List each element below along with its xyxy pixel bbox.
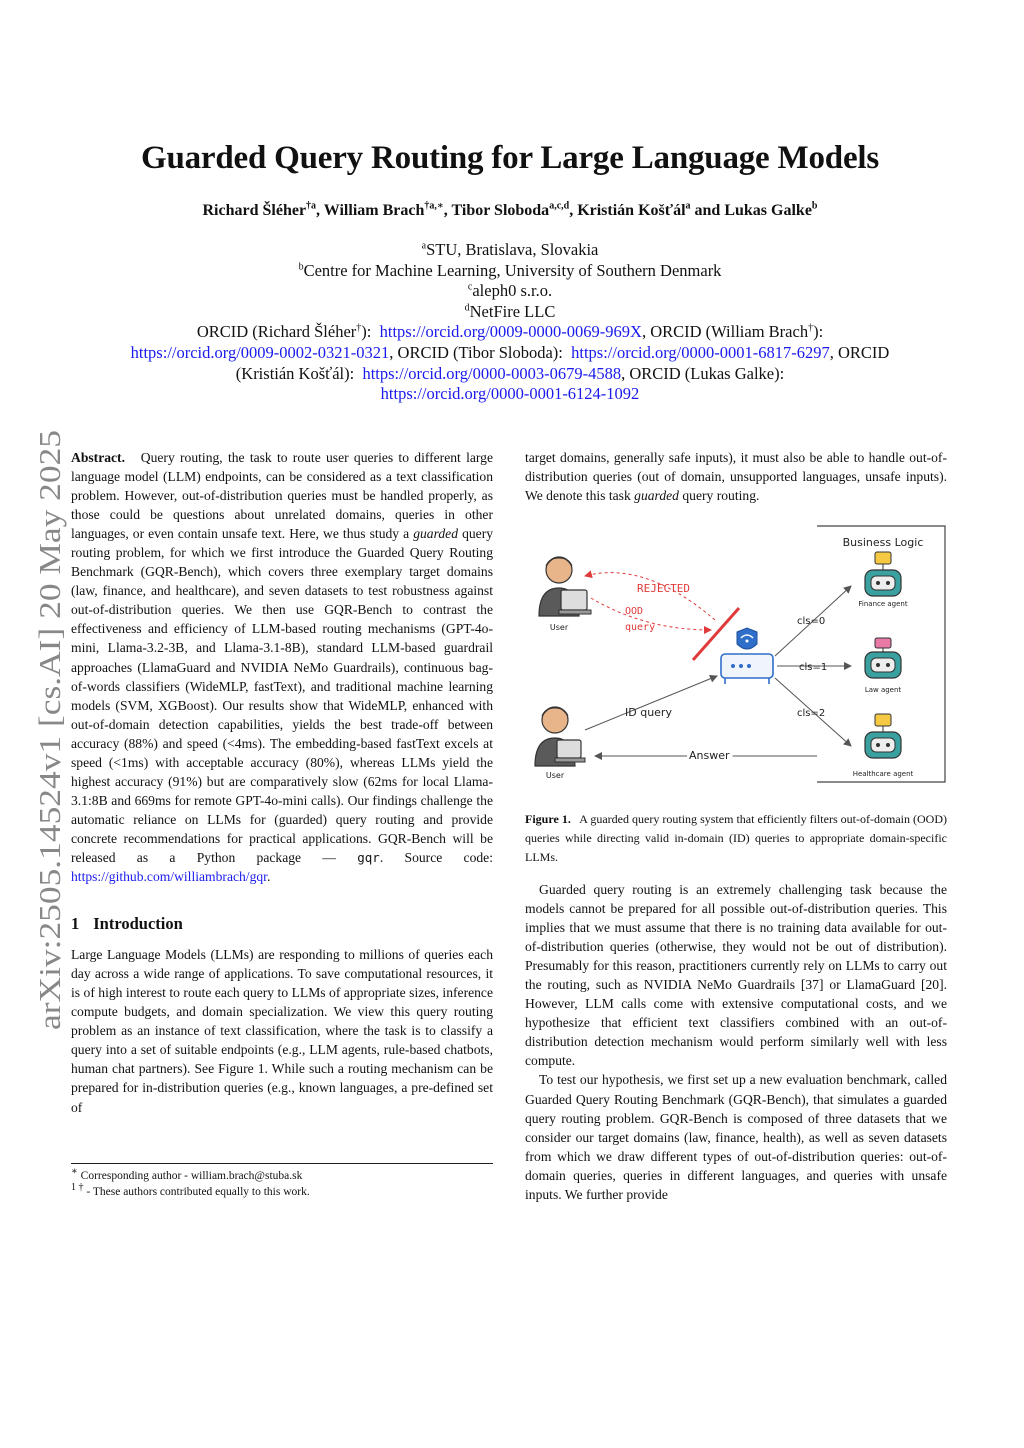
law-agent-robot (865, 638, 901, 678)
section-title: Introduction (93, 914, 183, 934)
orcid-link[interactable]: https://orcid.org/0000-0003-0679-4588 (362, 363, 622, 383)
id-query-label: ID query (625, 706, 672, 719)
footnote-text: Corresponding author - william.brach@stuba.sk (80, 1170, 303, 1182)
source-code-link[interactable]: https://github.com/williambrach/gqr (71, 869, 267, 885)
affiliation-mark: a (421, 240, 427, 252)
affiliation-mark: b (298, 261, 304, 273)
user-bottom-illustration (535, 707, 585, 766)
author-affil-mark: a (685, 200, 691, 212)
abstract-text: query routing problem, for which we first introduce the Guarded Query Routing Benchmark (GQR-Bench), which covers three exemplary target domains (law, finance, and healthcare), and seven datasets to test robustness against out-of-distribution queries. We then use GQR-Bench to contrast the effectiveness and efficiency of LLM-based routing mechanisms (GPT-4o-mini, Llama-3.2-3B, and Llama-3.1-8B), standard LLM-based guardrail approaches (LlamaGuard and NVIDIA NeMo Guardrails), continuous bag-of-words classifiers (WideMLP, fastText), and traditional machine learning models (SVM, XGBoost). Our results show that WideMLP, enhanced with out-of-domain detection capabilities, yields the best trade-off between accuracy (88%) and speed (<4ms). The embedding-based fastText excels at speed (<1ms) with acceptable accuracy (80%), whereas LLMs yield the highest accuracy (91%) but are comparatively slow (62ms for local Llama-3.1:8B and 669ms for remote GPT-4o-mini calls). Our findings challenge the automatic reliance on LLMs for (guarded) query routing and provide concrete recommendations for practical applications. GQR-Bench will be released as a Python package — (71, 526, 494, 865)
caption-text: A guarded query routing system that efficiently filters out-of-domain (OOD) queries while directing valid in-domain (ID) queries to appropriate domain-specific LLMs. (525, 812, 948, 864)
dagger-mark: † (808, 322, 814, 334)
answer-label: Answer (689, 749, 730, 762)
orcid-link[interactable]: https://orcid.org/0000-0001-6124-1092 (380, 384, 640, 404)
package-name: gqr (357, 849, 380, 865)
affiliations (60, 240, 960, 405)
id-query-arrow (585, 676, 717, 730)
orcid-label: ORCID (Richard Šléher (196, 322, 357, 342)
abstract-label: Abstract. (71, 450, 125, 465)
author-name: Richard Šléher (202, 202, 307, 219)
user-top-label: User (549, 623, 569, 632)
affiliation-text: NetFire LLC (469, 301, 556, 321)
orcid-link[interactable]: https://orcid.org/0009-0002-0321-0321 (130, 342, 390, 362)
affiliation (60, 281, 960, 302)
ood-query-label: query (625, 622, 656, 633)
figure-caption (525, 810, 947, 867)
paragraph-text: query routing. (682, 488, 760, 504)
orcid-line-4 (60, 384, 960, 405)
intro-paragraph: Large Language Models (LLMs) are responding to millions of queries each day across a wide range of applications. To save computational resources, it is of high interest to route each query to LLMs of appropriate sizes, inference compute budgets, and domain specialization. We view this query routing problem as an instance of text classification, where the task is to classify a query into a set of suitable endpoints (e.g., LLM agents, rule-based chatbots, human chat partners). See Figure 1. While such a routing mechanism can be prepared for in-distribution queries (e.g., known languages, a pre-defined set of (71, 947, 493, 1115)
author-affil-mark: †a (306, 200, 317, 212)
orcid-line-2 (60, 343, 960, 364)
author-separator: and (690, 202, 725, 219)
orcid-line-3 (60, 364, 960, 385)
right-column-top (525, 448, 947, 505)
orcid-link[interactable]: https://orcid.org/0000-0001-6817-6297 (571, 342, 830, 362)
author-affil-mark: b (811, 200, 818, 212)
business-logic-label: Business Logic (842, 536, 924, 549)
affiliation-text: Centre for Machine Learning, University of Southern Denmark (303, 260, 722, 280)
author-name: William Brach (323, 202, 425, 219)
paragraph: Guarded query routing is an extremely challenging task because the models cannot be prepared for all possible out-of-distribution queries. This implies that we must assume that there is no training data available for out-of-distribution queries (otherwise, they would not be out of distribution). Presumably for this reason, practitioners currently rely on LLMs to carry out the routing, such as NVIDIA NeMo Guardrails [37] or LlamaGuard [20]. However, LLM calls come with extensive computational costs, and we hypothesize that efficient text classifiers combined with an out-of-distribution detection mechanism would perform similarly well with less compute. (525, 882, 947, 1069)
footnote (71, 1168, 493, 1184)
user-top-illustration (539, 557, 591, 616)
footnotes (71, 1168, 493, 1200)
author-name: Lukas Galke (724, 202, 812, 219)
healthcare-agent-robot (865, 714, 901, 758)
figure-1 (525, 520, 950, 790)
orcid-label: (Kristián Košťál): (235, 363, 355, 383)
affiliation (60, 261, 960, 282)
user-bottom-label: User (545, 771, 565, 780)
footnote (71, 1184, 493, 1200)
dagger-mark: † (356, 322, 362, 334)
caption-label: Figure 1. (525, 812, 571, 826)
author-list (60, 202, 960, 220)
orcid-label: , ORCID (Lukas Galke): (621, 363, 785, 383)
paper-title: Guarded Query Routing for Large Language Models (141, 140, 879, 176)
footnote-mark: ∗ (71, 1166, 78, 1178)
paragraph: To test our hypothesis, we first set up a new evaluation benchmark, called Guarded Query Routing Benchmark (GQR-Bench), that simulates a guarded query routing problem. GQR-Bench is composed of three datasets that we consider our target domains (law, finance, health), as well as seven datasets from which we draw different types of out-of-distribution queries: out-of-domain queries, queries in different languages, and queries with unsafe inputs. We further provide (525, 1072, 947, 1202)
left-column (71, 448, 493, 1117)
orcid-label: ): (813, 322, 824, 342)
cls2-label: cls=2 (797, 708, 826, 719)
paragraph-text: target domains, generally safe inputs), it must also be able to handle out-of-distribution queries (out of domain, unsupported languages, unsafe inputs). We denote this task (525, 450, 947, 504)
section-number: 1 (71, 914, 80, 934)
orcid-label: , ORCID (829, 342, 890, 362)
affiliation-mark: d (464, 302, 470, 314)
abstract-text: Query routing, the task to route user queries to different large language model (LLM) endpoints, can be considered as a text classification problem. However, out-of-distribution queries must be handled properly, as those could be questions about unrelated domains, queries in other languages, or even contain unsafe text. Here, we thus study a (71, 450, 494, 542)
arxiv-stamp (16, 425, 76, 1035)
abstract (71, 448, 493, 886)
affiliation-text: aleph0 s.r.o. (472, 281, 553, 301)
affiliation-mark: c (467, 281, 473, 293)
orcid-label: , ORCID (Tibor Sloboda): (389, 342, 563, 362)
healthcare-agent-label: Healthcare agent (852, 770, 914, 778)
affiliation-text: STU, Bratislava, Slovakia (426, 240, 599, 259)
author-separator: , (316, 202, 324, 219)
affiliation (60, 240, 960, 261)
author-separator: , (569, 202, 578, 219)
footnote-mark: 1 † (71, 1182, 84, 1194)
orcid-label: , ORCID (William Brach (641, 322, 809, 342)
abstract-text: . Source code: (379, 849, 493, 865)
footnote-text: - These authors contributed equally to this work. (86, 1186, 310, 1198)
paragraph (525, 448, 947, 505)
orcid-line-1 (60, 322, 960, 343)
footnote-rule (71, 1163, 493, 1164)
guard-barrier (693, 608, 739, 660)
author-name: Tibor Sloboda (451, 202, 550, 219)
orcid-link[interactable]: https://orcid.org/0009-0000-0069-969X (379, 322, 642, 342)
rejected-arrow (585, 573, 715, 620)
affiliation (60, 302, 960, 323)
ood-label: OOD (625, 606, 644, 617)
emphasis: guarded (634, 488, 679, 504)
finance-agent-label: Finance agent (858, 600, 908, 608)
right-column-bottom (525, 880, 947, 1204)
section-heading (71, 914, 493, 933)
cls0-label: cls=0 (797, 616, 826, 627)
router-icon (721, 628, 773, 684)
author-affil-mark: a,c,d (549, 200, 570, 212)
abstract-emphasis: guarded (413, 526, 459, 542)
orcid-label: ): (361, 322, 372, 342)
arxiv-stamp-text: arXiv:2505.14524v1 [cs.AI] 20 May 2025 (32, 504, 67, 1030)
finance-agent-robot (865, 552, 901, 596)
abstract-text: . (266, 869, 271, 885)
author-name: Kristián Košťál (577, 202, 686, 219)
author-separator: , (443, 202, 452, 219)
cls1-label: cls=1 (799, 662, 828, 673)
rejected-label: REJECTED (637, 582, 690, 595)
law-agent-label: Law agent (864, 686, 902, 694)
author-affil-mark: †a,∗ (424, 200, 444, 212)
